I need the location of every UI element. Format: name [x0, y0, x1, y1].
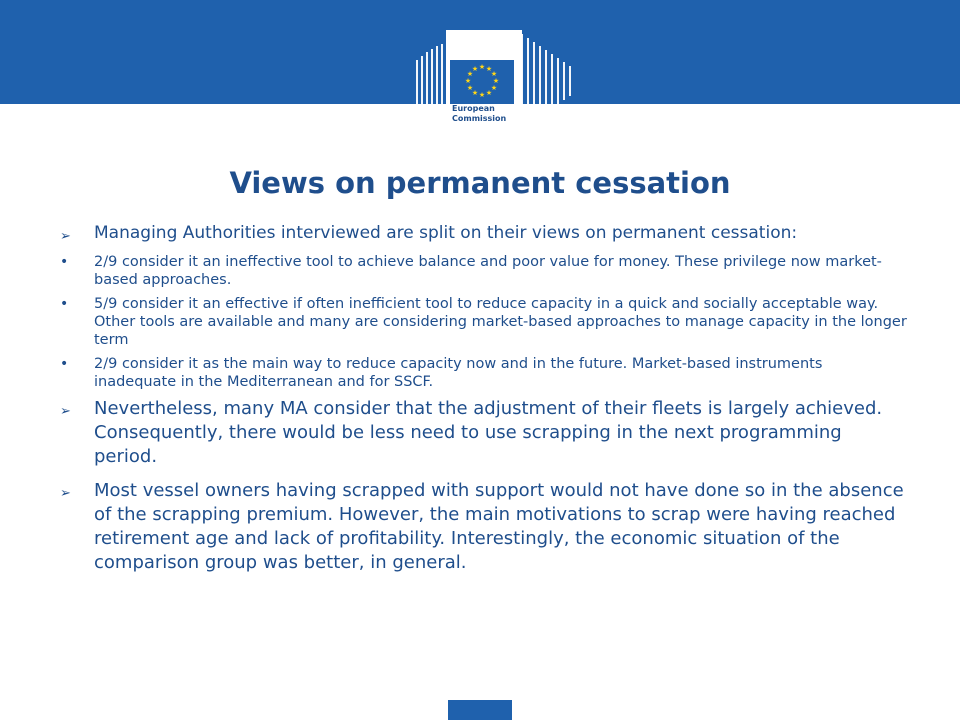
footer-flag-tab — [448, 700, 512, 720]
logo-line-1: European — [452, 104, 495, 113]
building-stripes-right — [520, 34, 571, 122]
logo-line-2: Commission — [452, 114, 507, 123]
svg-text:★: ★ — [464, 77, 472, 85]
logo-wordmark — [452, 104, 512, 124]
sub-bullet-text: 2/9 consider it an ineffective tool to achieve balance and poor value for money. These privilege now market-based approaches. — [94, 254, 882, 288]
dot-bullet-icon: • — [60, 356, 69, 372]
svg-text:★: ★ — [466, 70, 474, 78]
svg-text:★: ★ — [492, 77, 500, 85]
bullet-item — [58, 222, 908, 245]
bullet-item — [58, 397, 908, 469]
sub-bullet-item — [58, 355, 908, 391]
slide-title: Views on permanent cessation — [229, 166, 731, 200]
svg-text:★: ★ — [485, 89, 493, 97]
sub-bullet-text: 2/9 consider it as the main way to reduce capacity now and in the future. Market-based instruments inadequate in the Mediterranean and for SSCF. — [94, 356, 823, 390]
svg-text:★: ★ — [478, 63, 486, 71]
svg-text:★: ★ — [490, 70, 498, 78]
arrow-bullet-icon: ➢ — [60, 486, 71, 501]
svg-text:★: ★ — [466, 84, 474, 92]
svg-text:★: ★ — [478, 91, 486, 99]
bullet-list — [58, 222, 908, 585]
bullet-text: Managing Authorities interviewed are split on their views on permanent cessation: — [94, 223, 798, 243]
sub-bullet-text: 5/9 consider it an effective if often inefficient tool to reduce capacity in a quick and socially acceptable way. Other tools are available and many are considering market-based approaches to manage capacity in the longer term — [94, 296, 907, 348]
arrow-bullet-icon: ➢ — [60, 404, 71, 419]
dot-bullet-icon: • — [60, 254, 69, 270]
sub-bullet-item — [58, 253, 908, 289]
bullet-text: Most vessel owners having scrapped with support would not have done so in the absence of the scrapping premium. However, the main motivations to scrap were having reached retirement age and lack of profitability. Interestingly, the economic situation of the comparison group was better, in general. — [94, 480, 904, 573]
svg-text:★: ★ — [471, 89, 479, 97]
bullet-item — [58, 479, 908, 575]
svg-text:★: ★ — [485, 65, 493, 73]
sub-bullet-item — [58, 295, 908, 349]
svg-text:★: ★ — [471, 65, 479, 73]
svg-text:★: ★ — [490, 84, 498, 92]
building-stripes-left — [416, 44, 443, 122]
arrow-bullet-icon: ➢ — [60, 229, 71, 244]
dot-bullet-icon: • — [60, 296, 69, 312]
bullet-text: Nevertheless, many MA consider that the adjustment of their fleets is largely achieved. Consequently, there would be less need to use scrapping in the next programming period. — [94, 398, 883, 467]
